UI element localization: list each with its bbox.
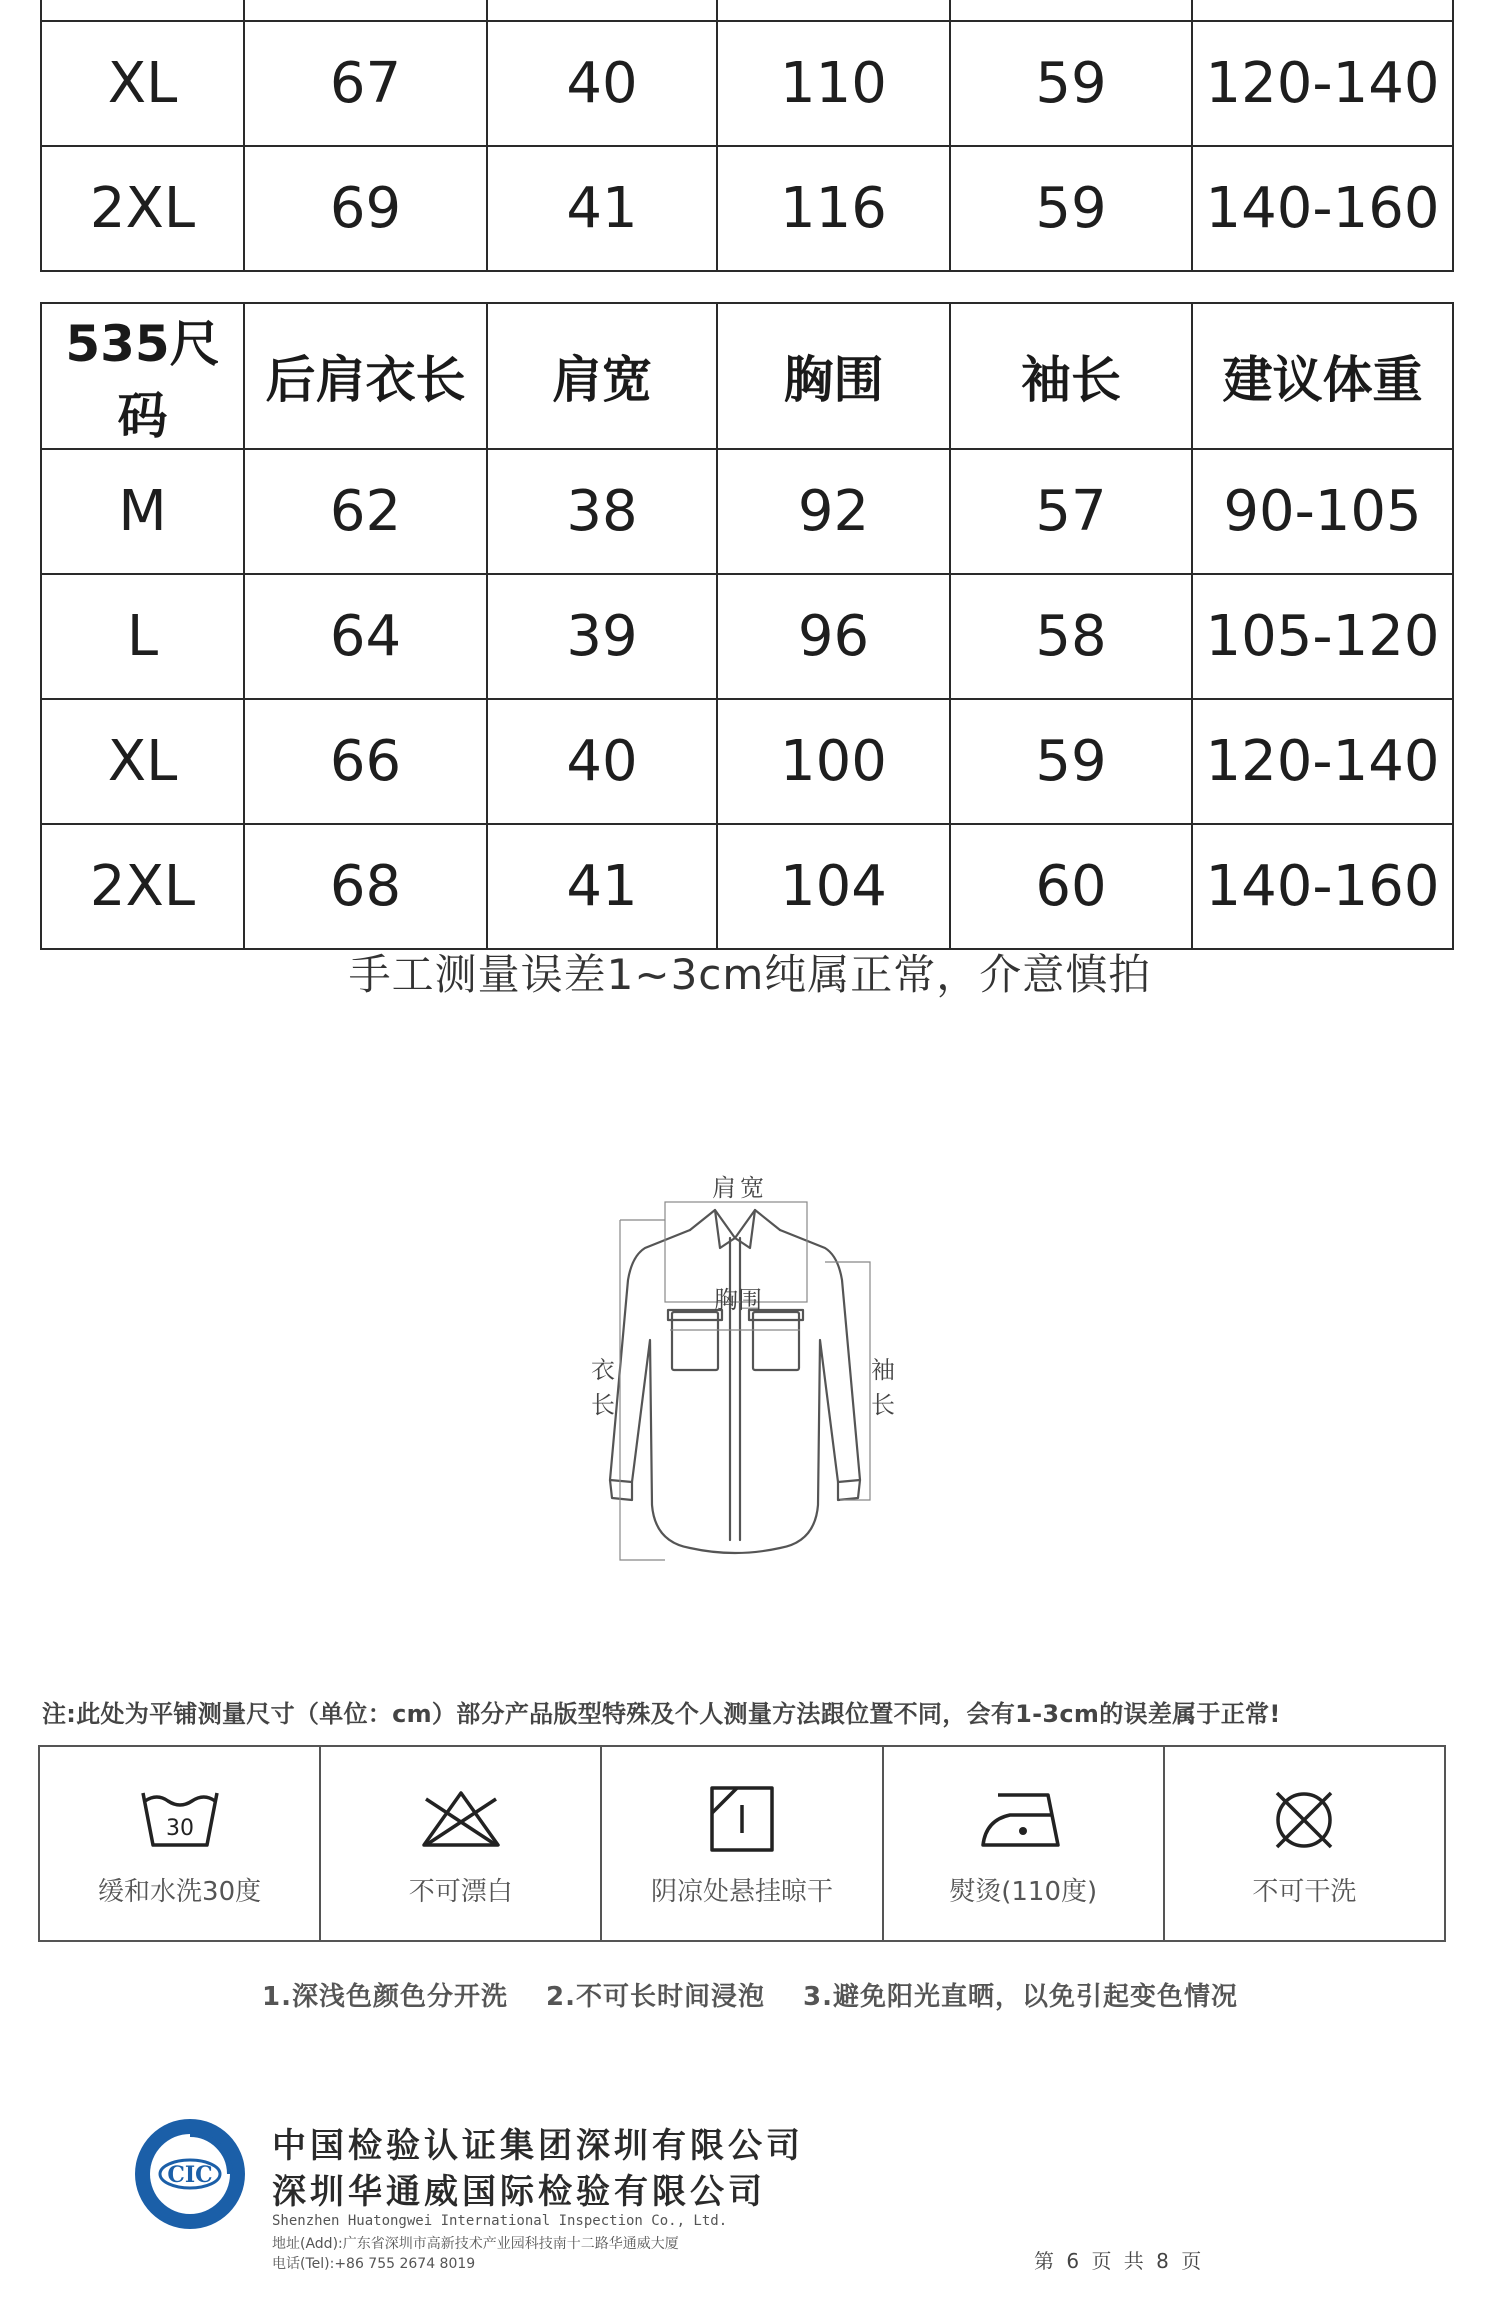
care-label-wash: 缓和水洗30度 <box>98 1877 262 1907</box>
table-cell <box>950 0 1192 21</box>
table-cell: 140-160 <box>1192 146 1453 271</box>
size-table-partial <box>40 0 1454 272</box>
table-cell: 59 <box>950 146 1192 271</box>
table-cell: 40 <box>487 699 717 824</box>
table-cell: 92 <box>717 449 950 574</box>
cic-logo <box>132 2116 248 2232</box>
table-cell: 110 <box>717 21 950 146</box>
column-header: 袖长 <box>950 303 1192 449</box>
table-cell: 2XL <box>41 146 244 271</box>
care-item-dryclean <box>1165 1747 1444 1940</box>
table-cell: 140-160 <box>1192 824 1453 949</box>
no-bleach-icon <box>416 1785 506 1855</box>
table-cell: XL <box>41 21 244 146</box>
shirt-icon <box>570 1170 900 1570</box>
table-cell <box>717 0 950 21</box>
table-cell: 57 <box>950 449 1192 574</box>
iron-icon <box>978 1785 1068 1855</box>
table-row <box>41 574 1453 699</box>
table-cell: 41 <box>487 146 717 271</box>
care-instructions <box>38 1745 1446 1942</box>
no-dry-clean-icon <box>1259 1785 1349 1855</box>
column-header: 胸围 <box>717 303 950 449</box>
table-cell: 40 <box>487 21 717 146</box>
table-cell: 2XL <box>41 824 244 949</box>
care-label-bleach: 不可漂白 <box>408 1877 513 1907</box>
logo-text: CIC <box>167 2162 213 2188</box>
wash-30-icon <box>135 1785 225 1855</box>
length-label <box>590 1353 616 1423</box>
length-label-char-2: 长 <box>591 1391 615 1419</box>
washing-tips <box>0 1976 1500 2013</box>
care-item-wash <box>40 1747 321 1940</box>
care-item-dry <box>602 1747 883 1940</box>
table-row <box>41 146 1453 271</box>
table-header-row <box>41 303 1453 449</box>
table-cell: 58 <box>950 574 1192 699</box>
table-cell <box>1192 0 1453 21</box>
sleeve-label <box>870 1353 896 1423</box>
washing-tip: 3.避免阳光直晒，以免引起变色情况 <box>803 1982 1239 2012</box>
table-cell: 116 <box>717 146 950 271</box>
table-cell: 120-140 <box>1192 21 1453 146</box>
table-row <box>41 449 1453 574</box>
table-cell: M <box>41 449 244 574</box>
table-cell <box>244 0 487 21</box>
sleeve-label-char-2: 长 <box>871 1391 895 1419</box>
table-cell: 39 <box>487 574 717 699</box>
table-cell: 64 <box>244 574 487 699</box>
table-cell: 100 <box>717 699 950 824</box>
chest-label: 胸围 <box>714 1286 762 1314</box>
company-address: 地址(Add):广东省深圳市高新技术产业园科技南十二路华通威大厦 <box>272 2236 679 2252</box>
sleeve-label-char-1: 袖 <box>871 1356 895 1384</box>
table-cell: 96 <box>717 574 950 699</box>
table-cell: 60 <box>950 824 1192 949</box>
care-label-dry: 阴凉处悬挂晾干 <box>651 1877 834 1907</box>
company-phone: 电话(Tel):+86 755 2674 8019 <box>272 2256 476 2272</box>
table-cell: 41 <box>487 824 717 949</box>
column-header: 后肩衣长 <box>244 303 487 449</box>
size-table-535 <box>40 302 1454 950</box>
table-cell: 59 <box>950 699 1192 824</box>
table-row <box>41 0 1453 21</box>
table-cell <box>41 0 244 21</box>
column-header: 建议体重 <box>1192 303 1453 449</box>
table-cell <box>487 0 717 21</box>
care-label-dryclean: 不可干洗 <box>1252 1877 1357 1907</box>
shade-hang-dry-icon <box>697 1785 787 1855</box>
column-header: 535尺码 <box>41 303 244 449</box>
table-cell: 59 <box>950 21 1192 146</box>
company-name-cn-1: 中国检验认证集团深圳有限公司 <box>272 2126 804 2166</box>
table-row <box>41 824 1453 949</box>
table-row <box>41 21 1453 146</box>
shirt-measurement-diagram <box>570 1170 900 1570</box>
table-cell: 62 <box>244 449 487 574</box>
column-header: 肩宽 <box>487 303 717 449</box>
flat-measurement-note: 注:此处为平铺测量尺寸（单位：cm）部分产品版型特殊及个人测量方法跟位置不同，会有1-3cm的误差属于正常! <box>42 1700 1281 1728</box>
table-cell: 38 <box>487 449 717 574</box>
washing-tip: 1.深浅色颜色分开洗 <box>261 1982 508 2012</box>
table-cell: 104 <box>717 824 950 949</box>
table-cell: 90-105 <box>1192 449 1453 574</box>
table-cell: 120-140 <box>1192 699 1453 824</box>
table-cell: 68 <box>244 824 487 949</box>
care-item-iron <box>884 1747 1165 1940</box>
table-cell: 105-120 <box>1192 574 1453 699</box>
table-cell: 69 <box>244 146 487 271</box>
care-label-iron: 熨烫(110度) <box>949 1877 1098 1907</box>
table-cell: 67 <box>244 21 487 146</box>
wash-temperature: 30 <box>165 1816 194 1841</box>
company-name-en: Shenzhen Huatongwei International Inspection Co., Ltd. <box>272 2213 728 2229</box>
table-cell: XL <box>41 699 244 824</box>
company-name-cn-2: 深圳华通威国际检验有限公司 <box>272 2172 766 2212</box>
table-cell: 66 <box>244 699 487 824</box>
washing-tip: 2.不可长时间浸泡 <box>546 1982 765 2012</box>
measurement-error-note: 手工测量误差1~3cm纯属正常，介意慎拍 <box>348 950 1152 999</box>
page-number: 第 6 页 共 8 页 <box>1034 2249 1205 2273</box>
table-row <box>41 699 1453 824</box>
care-item-bleach <box>321 1747 602 1940</box>
length-label-char-1: 衣 <box>591 1356 615 1384</box>
table-cell: L <box>41 574 244 699</box>
shoulder-width-label: 肩宽 <box>712 1174 768 1202</box>
